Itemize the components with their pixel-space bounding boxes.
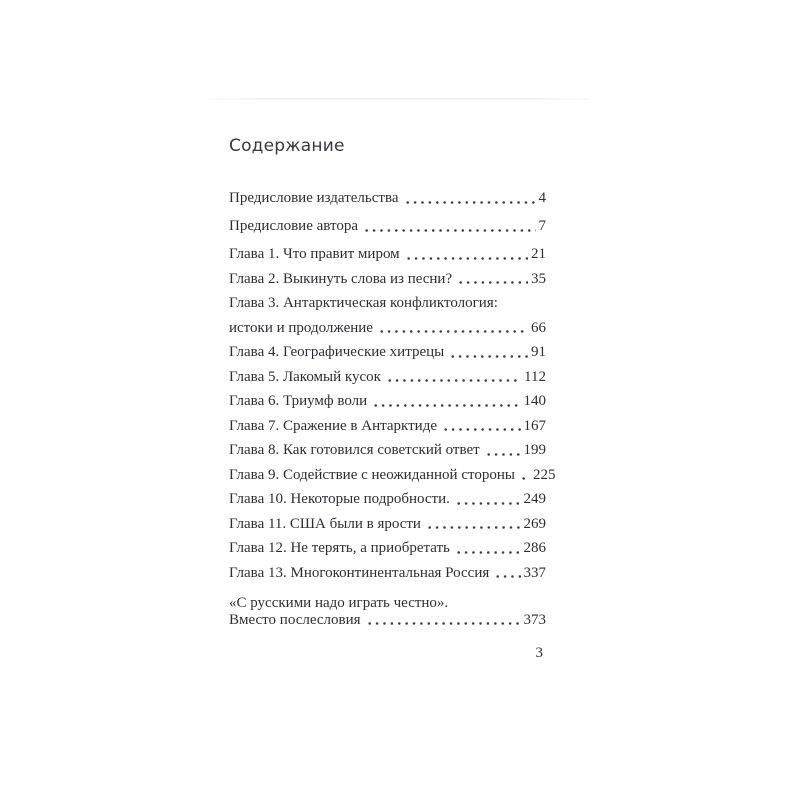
toc-entry-title: Глава 4. Географические хитрецы [229, 344, 445, 360]
toc-entry-page: 66 [531, 319, 546, 336]
toc-entry [229, 612, 546, 629]
dot-leader [442, 418, 521, 435]
dot-leader [405, 246, 528, 263]
dot-leader [457, 271, 528, 288]
toc-entry [229, 190, 546, 207]
toc-entry [229, 516, 546, 533]
toc-entry-page: 35 [531, 270, 546, 287]
page-top-edge [207, 98, 590, 100]
toc-entry-title: Глава 10. Некоторые подробности. [229, 491, 450, 507]
toc-entry-page: 4 [538, 190, 546, 206]
toc-entry [229, 565, 546, 582]
toc-entry-title: Глава 11. США были в ярости [229, 515, 421, 532]
dot-leader [378, 320, 528, 337]
toc-entry [229, 369, 546, 386]
toc-entry-line2 [229, 320, 546, 337]
toc-entry [229, 271, 546, 288]
toc-entry-title-continued: истоки и продолжение [229, 319, 373, 336]
toc-entry-page: 91 [531, 344, 546, 360]
toc-entry [229, 344, 546, 361]
dot-leader [494, 565, 520, 582]
toc-entry-page: 7 [538, 218, 546, 234]
dot-leader [520, 467, 530, 484]
dot-leader [455, 491, 521, 508]
toc-entry-title: Глава 8. Как готовился советский ответ [229, 442, 480, 458]
toc-afterword [229, 595, 546, 629]
toc-entry-page: 112 [524, 368, 546, 385]
toc-entry-page: 337 [523, 564, 546, 581]
toc-entry [229, 246, 546, 263]
toc-entry-page: 373 [523, 611, 546, 628]
toc-entry-title: Предисловие издательства [229, 190, 399, 206]
toc-entry-title: Глава 2. Выкинуть слова из песни? [229, 270, 453, 287]
toc-entry-page: 167 [523, 417, 546, 434]
toc-entry [229, 418, 546, 435]
toc-entry-page: 199 [523, 442, 546, 458]
toc-entry-page: 249 [523, 491, 546, 507]
toc-entry-page: 269 [523, 515, 546, 532]
afterword-quote-line [229, 595, 546, 612]
toc-entry-title: Вместо послесловия [229, 611, 361, 628]
page-number: 3 [535, 644, 543, 661]
toc-entry [229, 393, 546, 410]
dot-leader [426, 516, 521, 533]
toc-entry-line1 [229, 295, 546, 312]
toc-entry-title: Глава 1. Что правит миром [229, 246, 400, 262]
toc-entry [229, 466, 556, 484]
toc-front-matter [229, 190, 546, 235]
toc-entry [229, 218, 546, 235]
toc-page [229, 136, 556, 662]
toc-entry-title: Глава 5. Лакомый кусок [229, 368, 381, 385]
afterword-quote: «С русскими надо играть честно». [229, 594, 449, 611]
toc-entry-page: 140 [523, 393, 546, 409]
dot-leader [449, 344, 528, 361]
toc-entry-title: Глава 13. Многоконтинентальная Россия [229, 564, 490, 581]
toc-entry-title: Глава 7. Сражение в Антарктиде [229, 417, 437, 434]
dot-leader [366, 612, 521, 629]
toc-entry-title: Предисловие автора [229, 218, 358, 234]
toc-entry [229, 442, 546, 459]
toc-entry [229, 540, 546, 557]
toc-entry-page: 21 [531, 246, 546, 262]
dot-leader [404, 190, 536, 207]
toc-entry-title: Глава 9. Содействие с неожиданной стороны [229, 466, 515, 483]
dot-leader [372, 393, 520, 410]
toc-entry [229, 491, 546, 508]
dot-leader [485, 442, 521, 459]
toc-heading: Содержание [229, 136, 345, 156]
toc-entry-title: Глава 6. Триумф воли [229, 393, 368, 409]
dot-leader [386, 369, 521, 386]
toc-entry-page: 225 [532, 466, 556, 483]
dot-leader [455, 540, 521, 557]
dot-leader [363, 218, 536, 235]
toc-entry-title: Глава 3. Антарктическая конфликтология: [229, 295, 498, 311]
toc-chapters [229, 246, 556, 582]
toc-entry-title: Глава 12. Не терять, а приобретать [229, 540, 450, 556]
toc-entry-page: 286 [523, 540, 546, 556]
